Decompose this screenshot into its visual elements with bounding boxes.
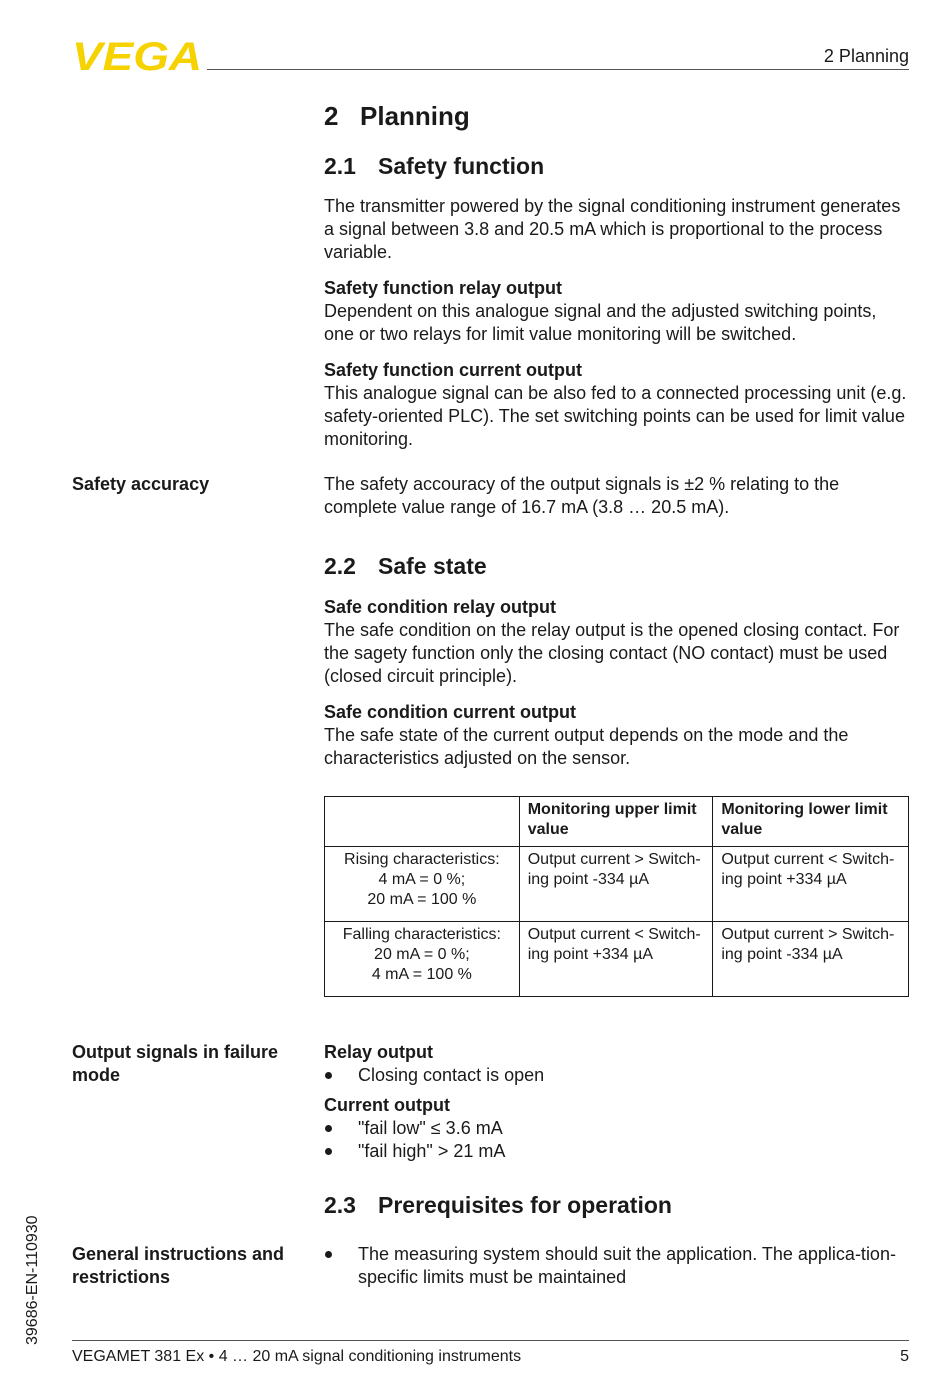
general-instructions-label: General instructions and restrictions (72, 1244, 285, 1287)
row-label-line: Falling characteristics: (342, 926, 501, 943)
chapter-number: 2 (324, 101, 339, 131)
running-head: 2 Planning (823, 46, 909, 66)
table-header-cell: Monitoring lower limit value (713, 797, 909, 847)
table-row-label (325, 847, 520, 922)
safe-relay-heading: Safe condition relay output (324, 597, 557, 617)
table-header-cell (325, 797, 520, 847)
list-item: Closing contact is open (324, 1064, 910, 1087)
section-2-2-title (324, 553, 910, 580)
failure-mode-block (324, 1041, 910, 1163)
section-number: 2.2 (324, 553, 356, 579)
table-row (325, 922, 909, 997)
safety-relay-text: Dependent on this analogue signal and the adjusted switching points, one or two relays for limit value monitoring will be switched. (324, 301, 877, 344)
safe-current-block (324, 701, 910, 770)
safety-current-text: This analogue signal can be also fed to a connected processing unit (e.g. safety-oriented PLC). The set switching points can be used for limit value monitoring. (324, 383, 907, 449)
footer-rule (72, 1340, 909, 1341)
relay-output-heading: Relay output (324, 1042, 434, 1062)
row-label-line: 4 mA = 0 %; (378, 871, 466, 888)
document-code: 39686-EN-110930 (24, 1215, 41, 1345)
safe-current-text: The safe state of the current output depends on the mode and the characteristics adjusted on the sensor. (324, 725, 849, 768)
table-cell: Output current < Switch-ing point +334 µA (713, 847, 909, 922)
safe-relay-text: The safe condition on the relay output is the opened closing contact. For the sagety function only the closing contact (NO contact) must be used (closed circuit principle). (324, 620, 900, 686)
footer-title: VEGAMET 381 Ex • 4 … 20 mA signal conditioning instruments (72, 1348, 522, 1365)
safe-current-heading: Safe condition current output (324, 702, 576, 722)
safety-relay-block (324, 277, 910, 346)
table-row (325, 847, 909, 922)
safe-relay-block (324, 596, 910, 688)
logo-text: VEGA (72, 38, 202, 74)
current-output-list (324, 1117, 910, 1163)
table-header-row (325, 797, 909, 847)
section-title-text: Safety function (378, 153, 545, 179)
header-rule (207, 69, 909, 70)
safety-current-heading: Safety function current output (324, 360, 582, 380)
row-label-line: Rising characteristics: (344, 851, 500, 868)
safety-current-block (324, 359, 910, 451)
list-item: "fail high" > 21 mA (324, 1140, 910, 1163)
section-2-1-title (324, 153, 910, 180)
section-title-text: Prerequisites for operation (378, 1192, 672, 1218)
chapter-title (324, 101, 910, 132)
table-header-cell: Monitoring upper limit value (519, 797, 713, 847)
list-item: The measuring system should suit the application. The applica-tion-specific limits must be maintained (324, 1243, 896, 1289)
list-item: "fail low" ≤ 3.6 mA (324, 1117, 910, 1140)
table-row-label (325, 922, 520, 997)
prerequisites-list (324, 1243, 896, 1289)
table-cell: Output current < Switch-ing point +334 µA (519, 922, 713, 997)
vega-logo (72, 38, 204, 74)
safety-accuracy-text: The safety accouracy of the output signals is ±2 % relating to the complete value range of 16.7 mA (3.8 … 20.5 mA). (324, 474, 840, 517)
chapter-title-text: Planning (360, 101, 470, 131)
section-title-text: Safe state (378, 553, 487, 579)
table-cell: Output current > Switch-ing point -334 µA (713, 922, 909, 997)
relay-output-list (324, 1064, 910, 1087)
safety-accuracy-label: Safety accuracy (72, 474, 210, 494)
safety-relay-heading: Safety function relay output (324, 278, 563, 298)
section-2-3-title (324, 1192, 910, 1219)
row-label-line: 20 mA = 0 %; (374, 946, 470, 963)
row-label-line: 20 mA = 100 % (367, 891, 477, 908)
section-number: 2.1 (324, 153, 356, 179)
row-label-line: 4 mA = 100 % (371, 966, 472, 983)
failure-mode-label: Output signals in failure mode (72, 1042, 279, 1085)
table-cell: Output current > Switch-ing point -334 µA (519, 847, 713, 922)
safety-function-intro: The transmitter powered by the signal conditioning instrument generates a signal between 3.8 and 20.5 mA which is proportional to the process variable. (324, 196, 901, 262)
safe-state-table (324, 796, 909, 997)
current-output-heading: Current output (324, 1095, 450, 1115)
section-number: 2.3 (324, 1192, 356, 1218)
page-number: 5 (900, 1348, 909, 1365)
